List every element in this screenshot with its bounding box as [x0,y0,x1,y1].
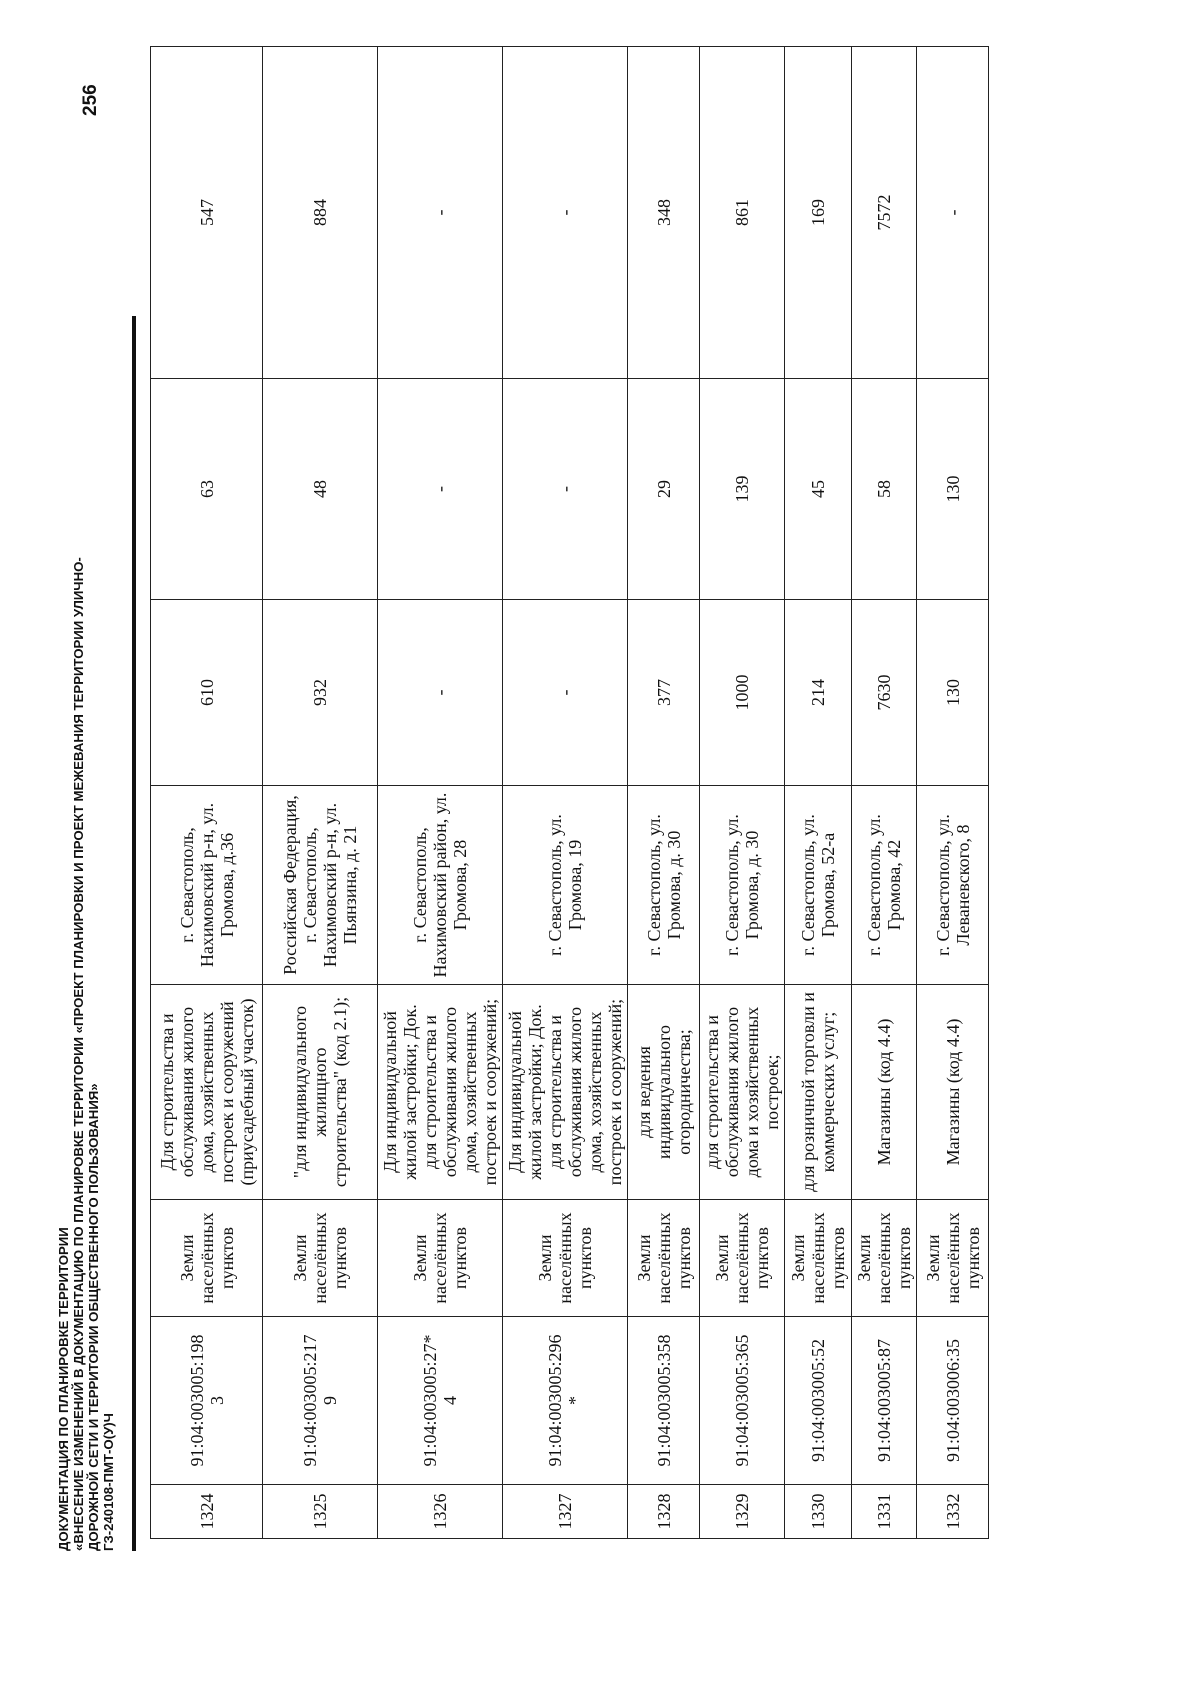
permitted-use-cell: для строительства и обслуживания жилого дома и хозяйственных построек; [700,985,785,1200]
land-category-cell: Земли населённых пунктов [503,1200,628,1317]
area-remaining-cell: 547 [151,47,263,379]
table-row [917,47,989,1539]
row-number-cell: 1329 [700,1485,785,1539]
permitted-use-cell: "для индивидуального жилищного строительства" (код 2.1); [263,985,378,1200]
area-remaining-cell: 348 [628,47,700,379]
cadastral-number-cell: 91:04:003006:35 [917,1317,989,1485]
table-row [852,47,917,1539]
land-category-cell: Земли населённых пунктов [852,1200,917,1317]
area-part-cell: 48 [263,379,378,600]
row-number-cell: 1326 [378,1485,503,1539]
area-remaining-cell: 884 [263,47,378,379]
table-row [700,47,785,1539]
area-total-cell: 214 [785,600,852,786]
area-part-cell: 29 [628,379,700,600]
area-total-cell: - [503,600,628,786]
cadastral-number-cell: 91:04:003005:198 3 [151,1317,263,1485]
header-line-3: ДОРОЖНОЙ СЕТИ И ТЕРРИТОРИИ ОБЩЕСТВЕННОГО ПОЛЬЗОВАНИЯ» [86,1083,101,1551]
address-cell: г. Севастополь, Нахимовский р-н, ул. Громова, д.36 [151,786,263,985]
address-cell: г. Севастополь, ул. Громова, 52-а [785,786,852,985]
area-remaining-cell: - [917,47,989,379]
area-part-cell: - [503,379,628,600]
land-category-cell: Земли населённых пунктов [785,1200,852,1317]
area-remaining-cell: 861 [700,47,785,379]
header-line-2: «ВНЕСЕНИЕ ИЗМЕНЕНИЙ В ДОКУМЕНТАЦИЮ ПО ПЛАНИРОВКЕ ТЕРРИТОРИИ «ПРОЕКТ ПЛАНИРОВКИ И ПРОЕКТ МЕЖЕВАНИЯ ТЕРРИТОРИИ УЛИЧНО- [71,557,86,1551]
cadastral-number-cell: 91:04:003005:217 9 [263,1317,378,1485]
row-number-cell: 1327 [503,1485,628,1539]
address-cell: г. Севастополь, ул. Леваневского, 8 [917,786,989,985]
area-remaining-cell: 7572 [852,47,917,379]
address-cell: г. Севастополь, ул. Громова, д. 30 [700,786,785,985]
header-rule [132,316,136,1551]
permitted-use-cell: Магазины (код 4.4) [852,985,917,1200]
cadastral-number-cell: 91:04:003005:365 [700,1317,785,1485]
table-row [263,47,378,1539]
header-line-4: ГЗ-240108-ПМТ-О(У)Ч [101,1413,116,1551]
area-remaining-cell: - [503,47,628,379]
table-row [628,47,700,1539]
row-number-cell: 1332 [917,1485,989,1539]
area-total-cell: 610 [151,600,263,786]
permitted-use-cell: Магазины (код 4.4) [917,985,989,1200]
land-category-cell: Земли населённых пунктов [917,1200,989,1317]
cadastral-number-cell: 91:04:003005:27* 4 [378,1317,503,1485]
permitted-use-cell: для ведения индивидуального огородничества; [628,985,700,1200]
area-part-cell: 130 [917,379,989,600]
row-number-cell: 1328 [628,1485,700,1539]
document-header [56,301,116,1551]
area-part-cell: 58 [852,379,917,600]
cadastral-number-cell: 91:04:003005:296 * [503,1317,628,1485]
area-part-cell: 45 [785,379,852,600]
land-category-cell: Земли населённых пунктов [378,1200,503,1317]
land-category-cell: Земли населённых пунктов [700,1200,785,1317]
land-category-cell: Земли населённых пунктов [628,1200,700,1317]
area-total-cell: 1000 [700,600,785,786]
row-number-cell: 1324 [151,1485,263,1539]
address-cell: г. Севастополь, ул. Громова, д. 30 [628,786,700,985]
area-part-cell: 63 [151,379,263,600]
permitted-use-cell: Для индивидуальной жилой застройки; Док. для строительства и обслуживания жилого дома, хозяйственных построек и сооружений; [503,985,628,1200]
area-total-cell: 130 [917,600,989,786]
table-row [785,47,852,1539]
table-row [378,47,503,1539]
area-remaining-cell: - [378,47,503,379]
permitted-use-cell: для розничной торговли и коммерческих услуг; [785,985,852,1200]
land-category-cell: Земли населённых пунктов [151,1200,263,1317]
row-number-cell: 1325 [263,1485,378,1539]
header-line-1: ДОКУМЕНТАЦИЯ ПО ПЛАНИРОВКЕ ТЕРРИТОРИИ [56,1227,71,1551]
permitted-use-cell: Для индивидуальной жилой застройки; Док. для строительства и обслуживания жилого дома, хозяйственных построек и сооружений; [378,985,503,1200]
cadastral-number-cell: 91:04:003005:52 [785,1317,852,1485]
address-cell: г. Севастополь, ул. Громова, 42 [852,786,917,985]
area-part-cell: 139 [700,379,785,600]
page-number: 256 [80,84,101,116]
land-plots-table [150,46,989,1539]
row-number-cell: 1331 [852,1485,917,1539]
area-remaining-cell: 169 [785,47,852,379]
cadastral-number-cell: 91:04:003005:87 [852,1317,917,1485]
permitted-use-cell: Для строительства и обслуживания жилого дома, хозяйственных построек и сооружений (приусадебный участок) [151,985,263,1200]
area-total-cell: - [378,600,503,786]
table-row [151,47,263,1539]
cadastral-number-cell: 91:04:003005:358 [628,1317,700,1485]
table-row [503,47,628,1539]
address-cell: Российская Федерация, г. Севастополь, Нахимовский р-н, ул. Пьянзина, д. 21 [263,786,378,985]
area-part-cell: - [378,379,503,600]
address-cell: г. Севастополь, Нахимовский район, ул. Громова, 28 [378,786,503,985]
area-total-cell: 932 [263,600,378,786]
land-category-cell: Земли населённых пунктов [263,1200,378,1317]
row-number-cell: 1330 [785,1485,852,1539]
area-total-cell: 377 [628,600,700,786]
area-total-cell: 7630 [852,600,917,786]
address-cell: г. Севастополь, ул. Громова, 19 [503,786,628,985]
